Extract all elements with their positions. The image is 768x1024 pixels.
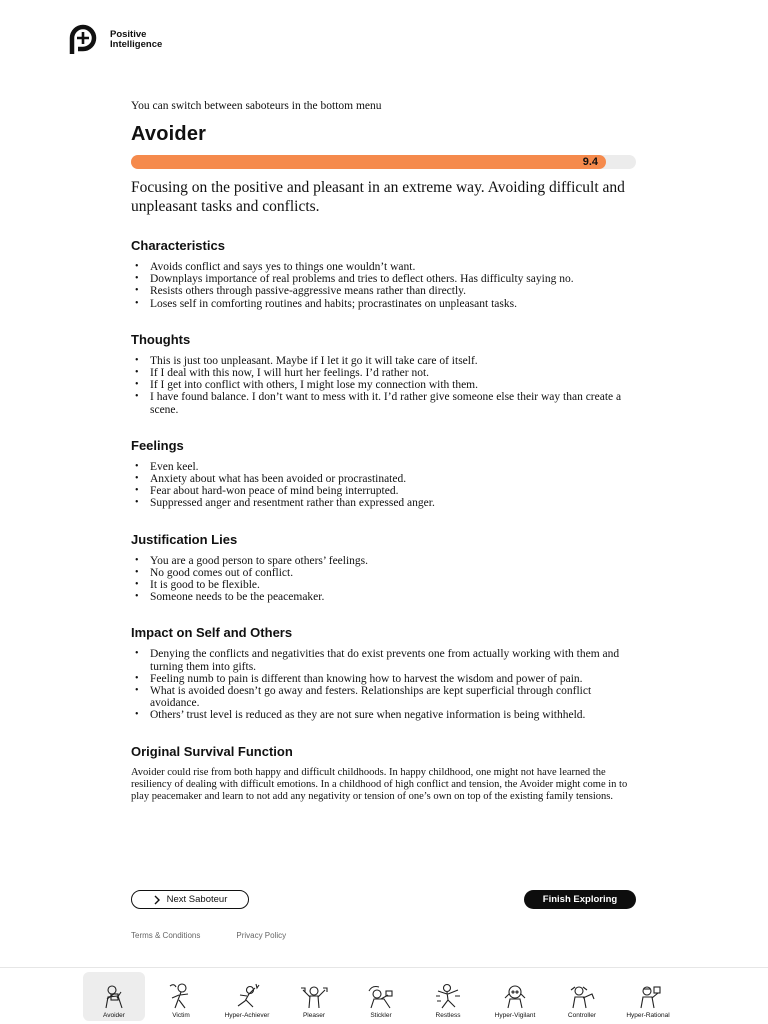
positive-intelligence-logo-icon — [68, 24, 104, 56]
nav-item-pleaser[interactable] — [283, 972, 345, 1021]
action-bar — [131, 890, 636, 909]
section-heading: Thoughts — [131, 331, 191, 347]
nav-label: Pleaser — [302, 1012, 326, 1019]
list-item: • Even keel. — [131, 461, 636, 473]
nav-item-hyper-rational[interactable] — [617, 972, 679, 1021]
finish-exploring-label: Finish Exploring — [542, 894, 618, 905]
chevron-right-icon — [153, 895, 161, 905]
nav-item-hyper-achiever[interactable] — [216, 972, 278, 1021]
page-title: Avoider — [131, 123, 207, 145]
list-item: • You are a good person to spare others’ feelings. — [131, 555, 636, 567]
pleaser-figure-icon — [299, 982, 329, 1010]
list-item: • Others’ trust level is reduced as they are not sure when negative information is being withheld. — [131, 709, 636, 721]
brand-name — [110, 30, 162, 50]
justification-lies-section — [131, 532, 636, 604]
thoughts-section — [131, 332, 636, 416]
list-item: • Loses self in comforting routines and habits; procrastinates on unpleasant tasks. — [131, 298, 636, 310]
list-item: • Anxiety about what has been avoided or procrastinated. — [131, 473, 636, 485]
feelings-section — [131, 438, 636, 510]
nav-item-avoider[interactable] — [83, 972, 145, 1021]
avoider-figure-icon — [99, 982, 129, 1010]
footer-links — [131, 931, 322, 940]
hyper-achiever-figure-icon — [232, 982, 262, 1010]
saboteur-bottom-nav — [0, 967, 768, 1024]
next-saboteur-label: Next Saboteur — [166, 894, 228, 905]
list-item: • Resists others through passive-aggressive means rather than directly. — [131, 285, 636, 297]
nav-label: Stickler — [370, 1012, 392, 1019]
brand-header — [68, 24, 162, 56]
list-item: • Fear about hard-won peace of mind being interrupted. — [131, 485, 636, 497]
saboteur-tagline: Focusing on the positive and pleasant in an extreme way. Avoiding difficult and unpleasant tasks and conflicts. — [131, 179, 625, 215]
restless-figure-icon — [433, 982, 463, 1010]
section-heading: Impact on Self and Others — [131, 625, 293, 641]
section-heading: Justification Lies — [131, 531, 238, 547]
list-item: • Denying the conflicts and negativities that do exist prevents one from actually working with them and turning them into gifts. — [131, 648, 636, 672]
stickler-figure-icon — [366, 982, 396, 1010]
score-bar — [131, 155, 636, 169]
saboteur-detail — [131, 99, 636, 803]
section-heading: Characteristics — [131, 238, 225, 253]
nav-label: Victim — [172, 1012, 190, 1019]
score-bar-fill — [131, 155, 606, 169]
brand-name-line2: Intelligence — [110, 39, 163, 50]
list-item: • It is good to be flexible. — [131, 579, 636, 591]
finish-exploring-button[interactable] — [524, 890, 636, 909]
list-item: • Someone needs to be the peacemaker. — [131, 591, 636, 603]
terms-link[interactable]: Terms & Conditions — [131, 931, 201, 940]
survival-function-section — [131, 744, 636, 804]
nav-item-hyper-vigilant[interactable] — [484, 972, 546, 1021]
nav-item-restless[interactable] — [417, 972, 479, 1021]
impact-section — [131, 625, 636, 721]
nav-label: Hyper-Vigilant — [494, 1012, 536, 1019]
list-item: • What is avoided doesn’t go away and festers. Relationships are kept superficial through conflict avoidance. — [131, 685, 636, 709]
hyper-rational-figure-icon — [633, 982, 663, 1010]
characteristics-section — [131, 238, 636, 310]
list-item: • Feeling numb to pain is different than knowing how to harvest the wisdom and power of pain. — [131, 673, 636, 685]
score-value: 9.4 — [582, 156, 598, 168]
nav-label: Hyper-Rational — [626, 1012, 670, 1019]
list-item: • Avoids conflict and says yes to things one wouldn’t want. — [131, 261, 636, 273]
list-item: • If I deal with this now, I will hurt her feelings. I’d rather not. — [131, 367, 636, 379]
list-item: • This is just too unpleasant. Maybe if I let it go it will take care of itself. — [131, 355, 636, 367]
switch-hint: You can switch between saboteurs in the bottom menu — [131, 100, 382, 112]
section-heading: Original Survival Function — [131, 743, 293, 759]
survival-function-text: Avoider could rise from both happy and difficult childhoods. In happy childhood, one might not have learned the resiliency of dealing with difficult emotions. In a childhood of high conflict and tension, the Avoider might come in to play peacemaker and learn to not add any negativity or tension of one’s own on top of the existing family tensions. — [131, 766, 628, 803]
nav-item-stickler[interactable] — [350, 972, 412, 1021]
controller-figure-icon — [567, 982, 597, 1010]
hyper-vigilant-figure-icon — [500, 982, 530, 1010]
list-item: • If I get into conflict with others, I might lose my connection with them. — [131, 379, 636, 391]
section-heading: Feelings — [131, 437, 184, 453]
brand-name-line1: Positive — [110, 29, 147, 40]
list-item: • No good comes out of conflict. — [131, 567, 636, 579]
nav-item-controller[interactable] — [551, 972, 613, 1021]
next-saboteur-button[interactable] — [131, 890, 249, 909]
privacy-link[interactable]: Privacy Policy — [236, 931, 287, 940]
victim-figure-icon — [166, 982, 196, 1010]
nav-label: Restless — [435, 1012, 461, 1019]
nav-item-victim[interactable] — [150, 972, 212, 1021]
list-item: • I have found balance. I don’t want to mess with it. I’d rather give someone else their way than create a scene. — [131, 391, 636, 415]
nav-label: Hyper-Achiever — [224, 1012, 270, 1019]
list-item: • Suppressed anger and resentment rather than expressed anger. — [131, 497, 636, 509]
nav-label: Avoider — [103, 1012, 125, 1019]
nav-label: Controller — [567, 1012, 597, 1019]
list-item: • Downplays importance of real problems and tries to deflect others. Has difficulty saying no. — [131, 273, 636, 285]
